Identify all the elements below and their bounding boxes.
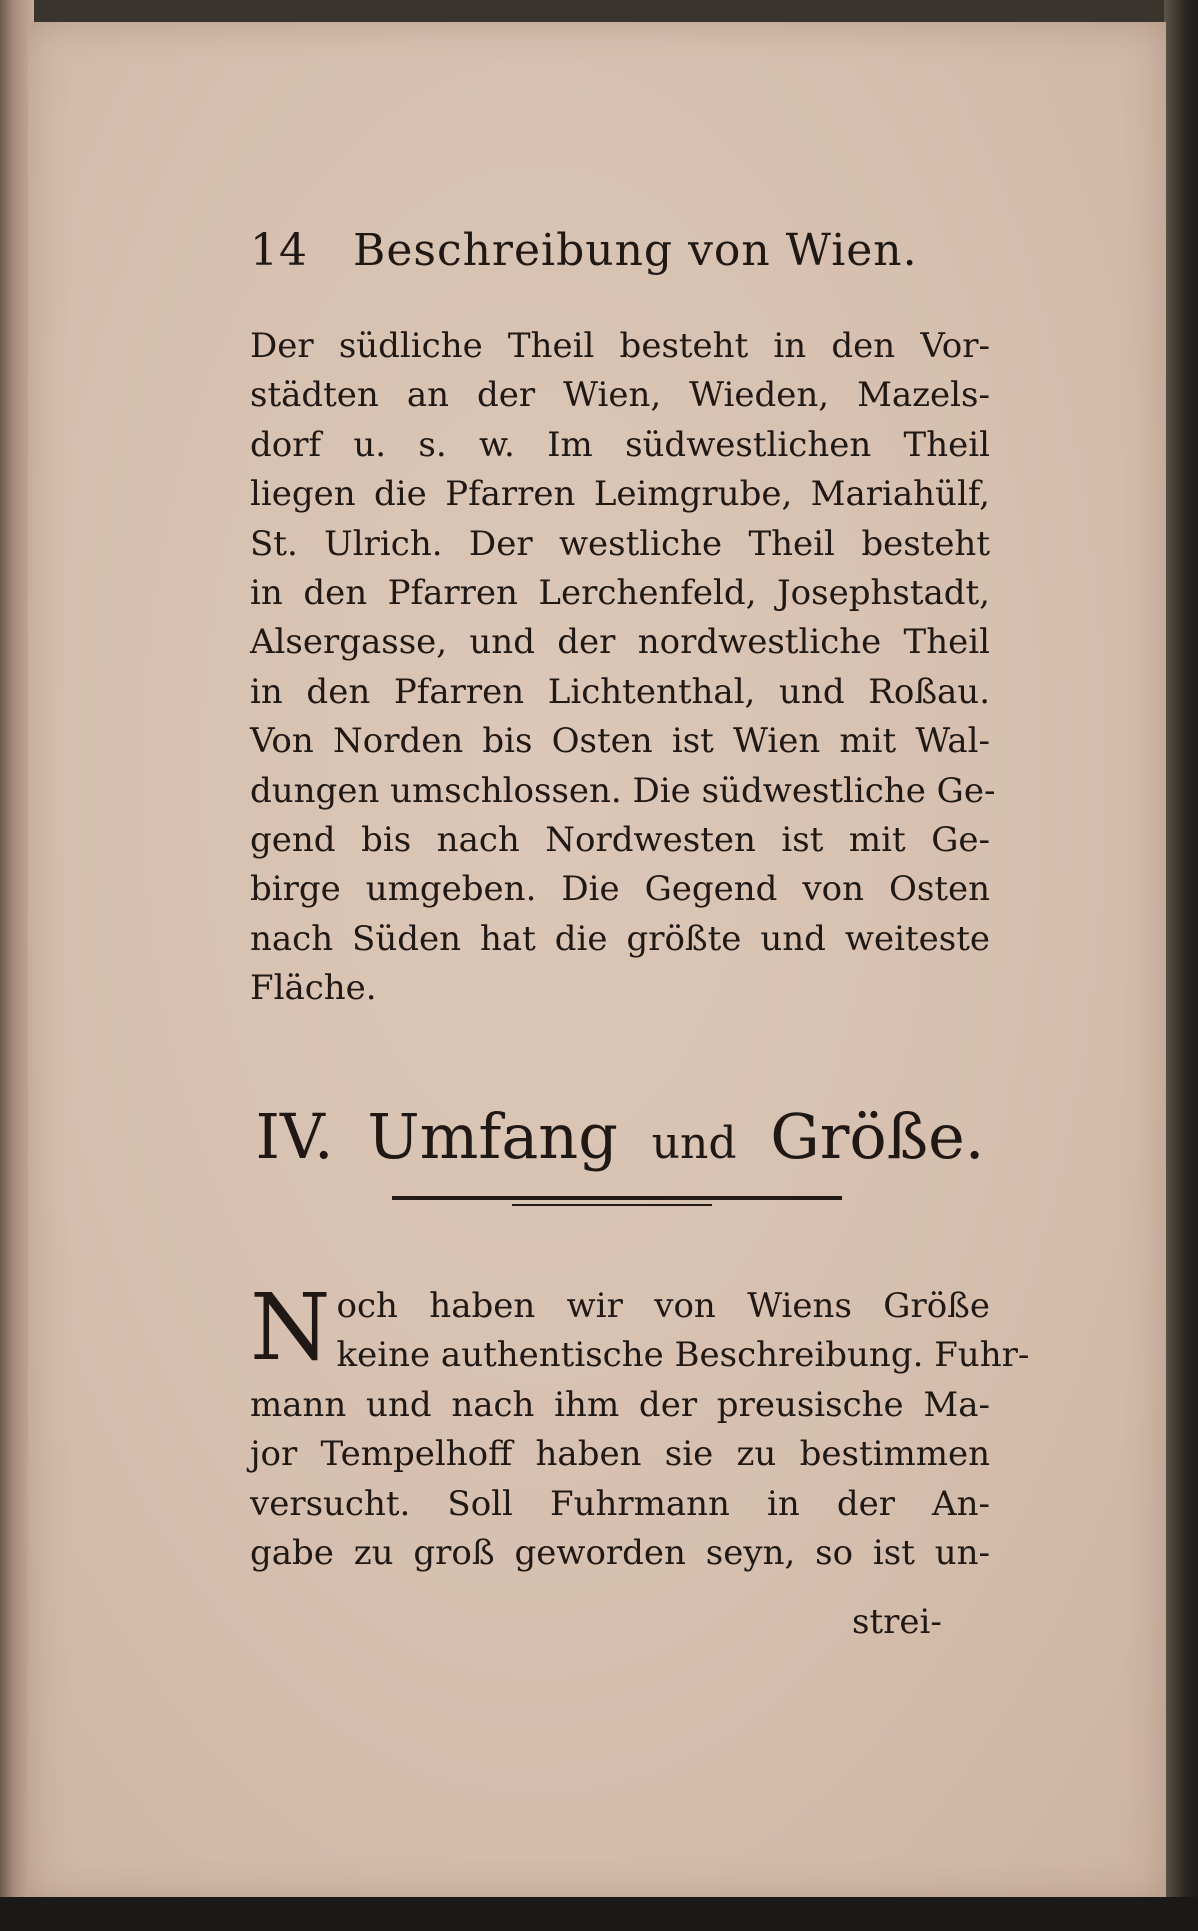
- text-line: versucht. Soll Fuhrmann in der An-: [250, 1483, 990, 1524]
- text-line: birge umgeben. Die Gegend von Osten: [250, 869, 990, 910]
- text-line: jor Tempelhoff haben sie zu bestimmen: [250, 1434, 990, 1475]
- text-line: in den Pfarren Lerchenfeld, Josephstadt,: [250, 573, 990, 614]
- text-line: liegen die Pfarren Leimgrube, Mariahülf,: [250, 474, 990, 515]
- paragraph-2: [250, 1274, 1030, 1578]
- page-number: 14: [250, 225, 308, 276]
- section-title-word: Umfang: [367, 1100, 618, 1173]
- section-number: IV.: [255, 1100, 334, 1173]
- text-line: dorf u. s. w. Im südwestlichen Theil: [250, 424, 990, 465]
- catchword: strei-: [852, 1602, 942, 1642]
- text-line: Der südliche Theil besteht in den Vor-: [250, 326, 990, 366]
- text-line: och haben wir von Wiens Größe: [336, 1286, 990, 1326]
- section-title-word: Größe.: [770, 1100, 985, 1173]
- text-line: nach Süden hat die größte und weiteste: [250, 918, 990, 959]
- text-line: keine authentische Beschreibung. Fuhr-: [336, 1335, 1030, 1376]
- book-cover-edge-right: [1164, 0, 1198, 1931]
- text-line: mann und nach ihm der preusische Ma-: [250, 1384, 990, 1425]
- text-line: in den Pfarren Lichtenthal, und Roßau.: [250, 671, 990, 712]
- rule-thick: [392, 1196, 842, 1200]
- section-rule: [392, 1196, 842, 1208]
- text-line: gabe zu groß geworden seyn, so ist un-: [250, 1533, 990, 1574]
- bottom-shadow: [0, 1897, 1198, 1931]
- section-title-word: und: [651, 1118, 737, 1169]
- text-line: Fläche.: [250, 968, 377, 1009]
- text-line: gend bis nach Nordwesten ist mit Ge-: [250, 820, 990, 861]
- drop-cap: N: [250, 1274, 331, 1381]
- text-line: dungen umschlossen. Die südwestliche Ge-: [250, 770, 996, 811]
- section-heading: [250, 1100, 990, 1173]
- text-line: Alsergasse, und der nordwestliche Theil: [250, 622, 990, 663]
- text-line: St. Ulrich. Der westliche Theil besteht: [250, 523, 990, 564]
- running-header: [250, 225, 1010, 276]
- paragraph-1: [250, 322, 996, 1014]
- running-title: Beschreibung von Wien.: [353, 225, 918, 276]
- rule-thin: [512, 1204, 712, 1206]
- text-line: Von Norden bis Osten ist Wien mit Wal-: [250, 721, 990, 762]
- text-line: städten an der Wien, Wieden, Mazels-: [250, 375, 990, 416]
